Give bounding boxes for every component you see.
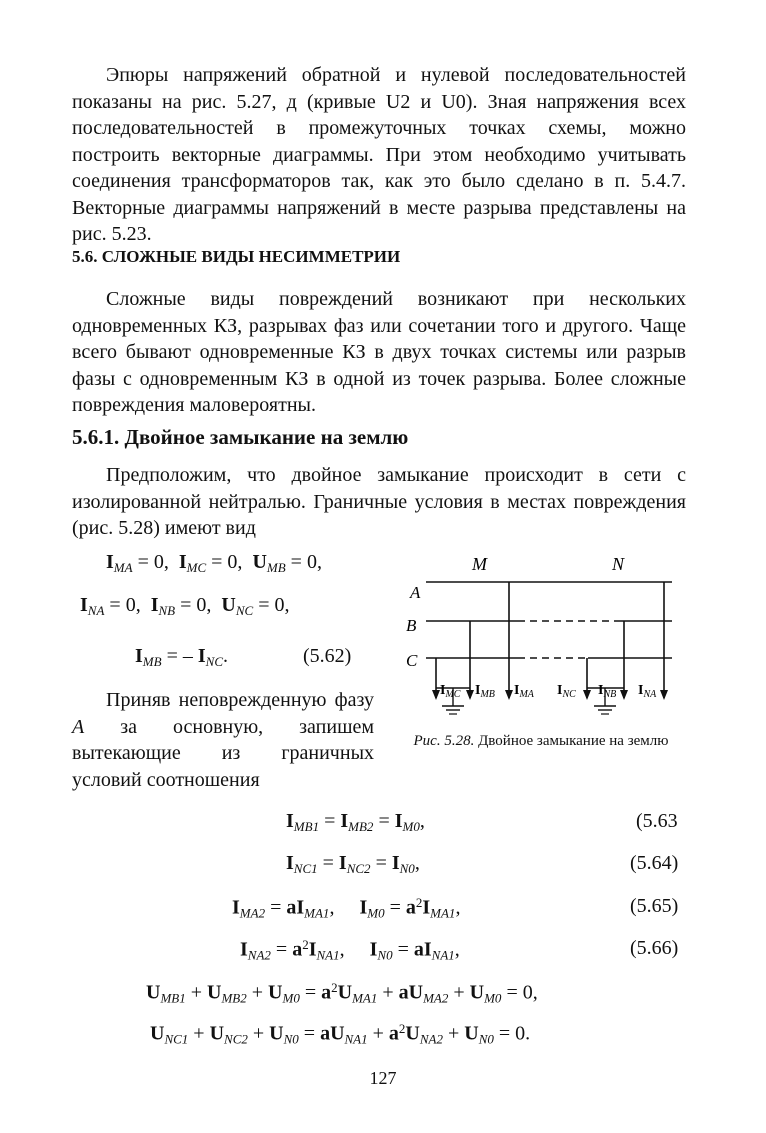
page-number: 127 <box>369 1068 397 1088</box>
paragraph-assumption: Предположим, что двойное замыкание происходит в сети с изолированной нейтралью. Граничные условия в местах повреждения (рис. 5.28) имеют вид <box>72 464 686 539</box>
paragraph-complex-faults: Сложные виды повреждений возникают при нескольких одновременных КЗ, разрывах фаз или сочетании того и другого. Чаще всего бывают одновременные КЗ в двух точках системы или разрыв фазы с одновременным КЗ в одной из точек разрыва. Более сложные повреждения маловероятны. <box>72 288 686 416</box>
current-label-inc: $I_{NC}$ <box>557 683 576 700</box>
current-label-inb: $I_{NB}$ <box>598 683 617 700</box>
boundary-conditions-line-3: $I_{MB}$ = – $I_{NC}$. <box>135 645 228 669</box>
current-label-ima: $I_{MA}$ <box>514 683 534 700</box>
caption-text: Двойное замыкание на землю <box>478 733 669 749</box>
figure-double-earth-fault <box>398 548 688 728</box>
paragraph-intro: Эпюры напряжений обратной и нулевой последовательностей показаны на рис. 5.27, д (кривые U2 и U0). Зная напряжения всех последовательностей в промежуточных точках схемы, можно построить векторные диаграммы. При этом необходимо учитывать соединения трансформаторов так, как это было сделано в п. 5.4.7. Векторные диаграммы напряжений в месте разрыва представлены на рис. 5.23. <box>72 64 686 245</box>
equation-number-5-66: (5.66) <box>630 937 679 959</box>
equation-5-65: $I_{MA2} = aI_{MA1}$, $I_{M0} = a^2I_{MA1}$, <box>232 895 461 921</box>
equation-voltage-m: $U_{MB1} + U_{MB2} + U_{M0} = a^2U_{MA1} + aU_{MA2} + U_{M0} = 0$, <box>146 980 538 1006</box>
equation-number-5-63: (5.63 <box>636 810 678 832</box>
current-label-imc: $I_{MC}$ <box>440 683 461 700</box>
equation-5-66: $I_{NA2} = a^2I_{NA1}$, $I_{N0} = aI_{NA1}$, <box>240 937 460 963</box>
label-m: M <box>472 554 487 574</box>
equation-number-5-62: (5.62) <box>303 645 352 667</box>
label-phase-c: C <box>406 651 418 670</box>
label-phase-b: B <box>406 616 417 635</box>
label-n: N <box>612 554 625 574</box>
current-label-ina: $I_{NA}$ <box>638 683 657 700</box>
label-phase-a: A <box>410 583 421 602</box>
equation-voltage-n: $U_{NC1} + U_{NC2} + U_{N0} = aU_{NA1} + a^2U_{NA2} + U_{N0} = 0$. <box>150 1021 531 1047</box>
subsection-heading: 5.6.1. Двойное замыкание на землю <box>72 425 409 449</box>
equation-number-5-65: (5.65) <box>630 895 679 917</box>
current-label-imb: $I_{MB}$ <box>475 683 495 700</box>
caption-prefix: Рис. 5.28. <box>413 733 475 749</box>
equation-5-63: $I_{MB1} = I_{MB2} = I_{M0}$, <box>286 810 425 834</box>
section-heading: 5.6. СЛОЖНЫЕ ВИДЫ НЕСИММЕТРИИ <box>72 247 401 266</box>
paragraph-main-phase: Приняв неповрежденную фазу A за основную, запишем вытекающие из граничных условий соотношения <box>72 689 374 791</box>
figure-caption <box>398 731 684 751</box>
equation-number-5-64: (5.64) <box>630 852 679 874</box>
boundary-conditions-line-2: $I_{NA} = 0$, $I_{NB} = 0$, $U_{NC} = 0$, <box>80 594 290 618</box>
boundary-conditions-line-1: $I_{MA} = 0$, $I_{MC} = 0$, $U_{MB} = 0$, <box>106 551 322 575</box>
equation-5-64: $I_{NC1} = I_{NC2} = I_{N0}$, <box>286 852 420 876</box>
